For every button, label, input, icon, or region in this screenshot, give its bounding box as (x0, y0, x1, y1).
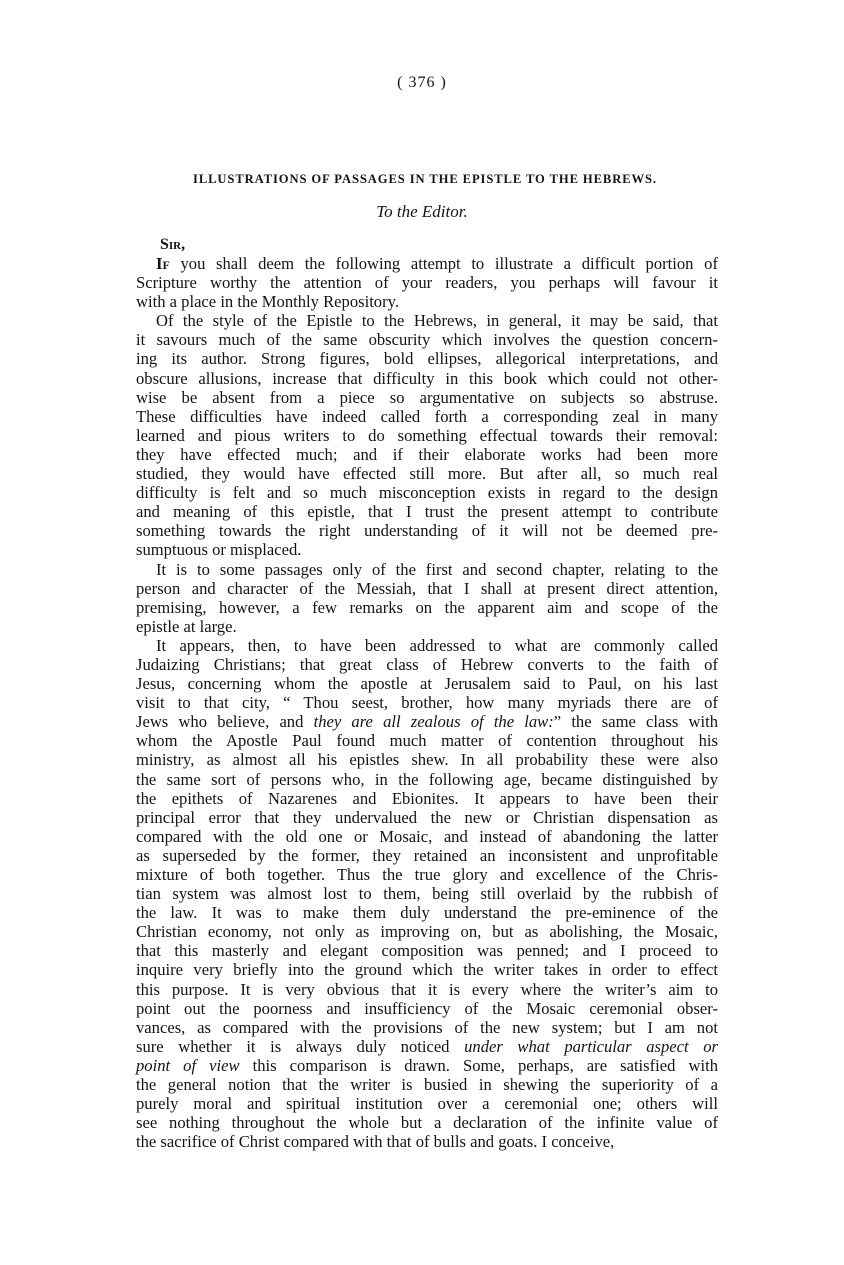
text-line (136, 598, 718, 617)
line-text: It appears, then, to have been addressed to what are commonly called (156, 635, 718, 655)
line-text: vances, as compared with the provisions of the new system; but I am not (136, 1017, 718, 1037)
text-line (136, 1075, 718, 1094)
line-text: the general notion that the writer is busied in shewing the superiority of a (136, 1075, 718, 1095)
line-text: principal error that they undervalued the new or Christian dispensation as (136, 807, 718, 827)
line-text: studied, they would have effected still more. But after all, so much real (136, 464, 718, 484)
text-line (136, 579, 718, 598)
salutation: Sir, (160, 236, 186, 253)
text-line (136, 750, 718, 769)
line-text: difficulty is felt and so much misconception exists in regard to the design (136, 483, 718, 503)
text-line (136, 1132, 718, 1151)
line-text: These difficulties have indeed called forth a corresponding zeal in many (136, 406, 718, 426)
line-text: something towards the right understanding of it will not be deemed pre- (136, 521, 718, 541)
line-text: Judaizing Christians; that great class of Hebrew converts to the faith of (136, 654, 718, 674)
text-line (136, 731, 718, 750)
italic-text: point of view (136, 1055, 240, 1075)
line-text: Jews who believe, and (136, 712, 314, 732)
line-text: compared with the old one or Mosaic, and instead of abandoning the latter (136, 826, 718, 846)
line-text: ” the same class with (553, 712, 718, 732)
text-line (136, 674, 718, 693)
text-line (136, 1037, 718, 1056)
text-line (136, 789, 718, 808)
text-line (136, 941, 718, 960)
line-text: that this masterly and elegant composition was penned; and I proceed to (136, 941, 718, 961)
text-line (136, 1113, 718, 1132)
article-body (136, 254, 718, 1151)
line-text: sure whether it is always duly noticed (136, 1036, 465, 1056)
text-line (136, 655, 718, 674)
line-text: see nothing throughout the whole but a declaration of the infinite value of (136, 1113, 718, 1133)
paragraph (136, 254, 718, 311)
text-line (136, 483, 718, 502)
line-text: sumptuous or misplaced. (136, 540, 302, 560)
text-line (136, 903, 718, 922)
text-line (136, 540, 718, 559)
line-text: the epithets of Nazarenes and Ebionites. It appears to have been their (136, 788, 718, 808)
line-text: point out the poorness and insufficiency of the Mosaic ceremonial obser- (136, 998, 718, 1018)
text-line (136, 445, 718, 464)
paragraph (136, 636, 718, 1152)
line-text: purely moral and spiritual institution over a ceremonial one; others will (136, 1094, 718, 1114)
line-text: it savours much of the same obscurity which involves the question concern- (136, 330, 718, 350)
line-text: obscure allusions, increase that difficulty in this book which could not other- (136, 368, 718, 388)
text-line (136, 960, 718, 979)
line-text: Scripture worthy the attention of your readers, you perhaps will favour it (136, 273, 718, 293)
italic-text: they are all zealous of the law: (313, 712, 554, 732)
line-text: they have effected much; and if their elaborate works had been more (136, 444, 718, 464)
text-line (136, 292, 718, 311)
text-line (136, 808, 718, 827)
line-text: epistle at large. (136, 616, 237, 636)
text-line (136, 254, 718, 273)
line-text: the sacrifice of Christ compared with that of bulls and goats. I conceive, (136, 1132, 615, 1152)
text-line (136, 1056, 718, 1075)
text-line (136, 273, 718, 292)
text-line (136, 617, 718, 636)
line-text: you shall deem the following attempt to illustrate a difficult portion of (169, 254, 718, 273)
paragraph (136, 560, 718, 636)
text-line (136, 884, 718, 903)
line-text: mixture of both together. Thus the true glory and excellence of the Chris- (136, 865, 718, 884)
text-line (136, 388, 718, 407)
text-line (136, 712, 718, 731)
text-line (136, 980, 718, 999)
text-line (136, 827, 718, 846)
article-subheading: To the Editor. (376, 202, 468, 221)
page-number: ( 376 ) (397, 74, 447, 91)
line-text: It is to some passages only of the first and second chapter, relating to the (156, 559, 718, 579)
line-text: visit to that city, “ Thou seest, brother, how many myriads there are of (136, 693, 718, 713)
line-text: person and character of the Messiah, that I shall at present direct attention, (136, 578, 718, 598)
text-line (136, 502, 718, 521)
text-line (136, 560, 718, 579)
text-line (136, 407, 718, 426)
line-text: Jesus, concerning whom the apostle at Jerusalem said to Paul, on his last (136, 674, 718, 694)
text-line (136, 330, 718, 349)
text-line (136, 865, 718, 884)
italic-text: under what particular aspect or (464, 1036, 718, 1056)
line-text: tian system was almost lost to them, being still overlaid by the rubbish of (136, 884, 718, 904)
text-line (136, 369, 718, 388)
line-text: inquire very briefly into the ground which the writer takes in order to effect (136, 960, 718, 980)
line-text: wise be absent from a piece so argumentative on subjects so abstruse. (136, 387, 718, 407)
text-line (136, 1094, 718, 1113)
paragraph (136, 311, 718, 559)
drop-word: If (156, 254, 170, 273)
text-line (136, 311, 718, 330)
text-line (136, 693, 718, 712)
text-line (136, 464, 718, 483)
text-line (136, 1018, 718, 1037)
text-line (136, 521, 718, 540)
text-line (136, 636, 718, 655)
line-text: this purpose. It is very obvious that it is every where the writer’s aim to (136, 979, 718, 999)
text-line (136, 846, 718, 865)
line-text: with a place in the Monthly Repository. (136, 292, 399, 312)
line-text: ing its author. Strong figures, bold ellipses, allegorical interpretations, and (136, 349, 718, 369)
line-text: and meaning of this epistle, that I trust the present attempt to contribute (136, 502, 718, 522)
text-line (136, 770, 718, 789)
line-text: the law. It was to make them duly understand the pre-eminence of the (136, 903, 718, 923)
line-text: ministry, as almost all his epistles shew. In all probability these were also (136, 750, 718, 770)
line-text: this comparison is drawn. Some, perhaps, are satisfied with (239, 1055, 718, 1075)
line-text: learned and pious writers to do something effectual towards their removal: (136, 425, 718, 445)
line-text: Christian economy, not only as improving on, but as abolishing, the Mosaic, (136, 922, 718, 942)
line-text: premising, however, a few remarks on the apparent aim and scope of the (136, 597, 718, 617)
text-line (136, 349, 718, 368)
text-line (136, 922, 718, 941)
article-heading: ILLUSTRATIONS OF PASSAGES IN THE EPISTLE TO THE HEBREWS. (193, 172, 657, 186)
text-line (136, 426, 718, 445)
text-line (136, 999, 718, 1018)
line-text: the same sort of persons who, in the following age, became distinguished by (136, 769, 718, 789)
line-text: Of the style of the Epistle to the Hebrews, in general, it may be said, that (156, 311, 718, 331)
line-text: whom the Apostle Paul found much matter of contention throughout his (136, 731, 718, 751)
line-text: as superseded by the former, they retained an inconsistent and unprofitable (136, 845, 718, 865)
